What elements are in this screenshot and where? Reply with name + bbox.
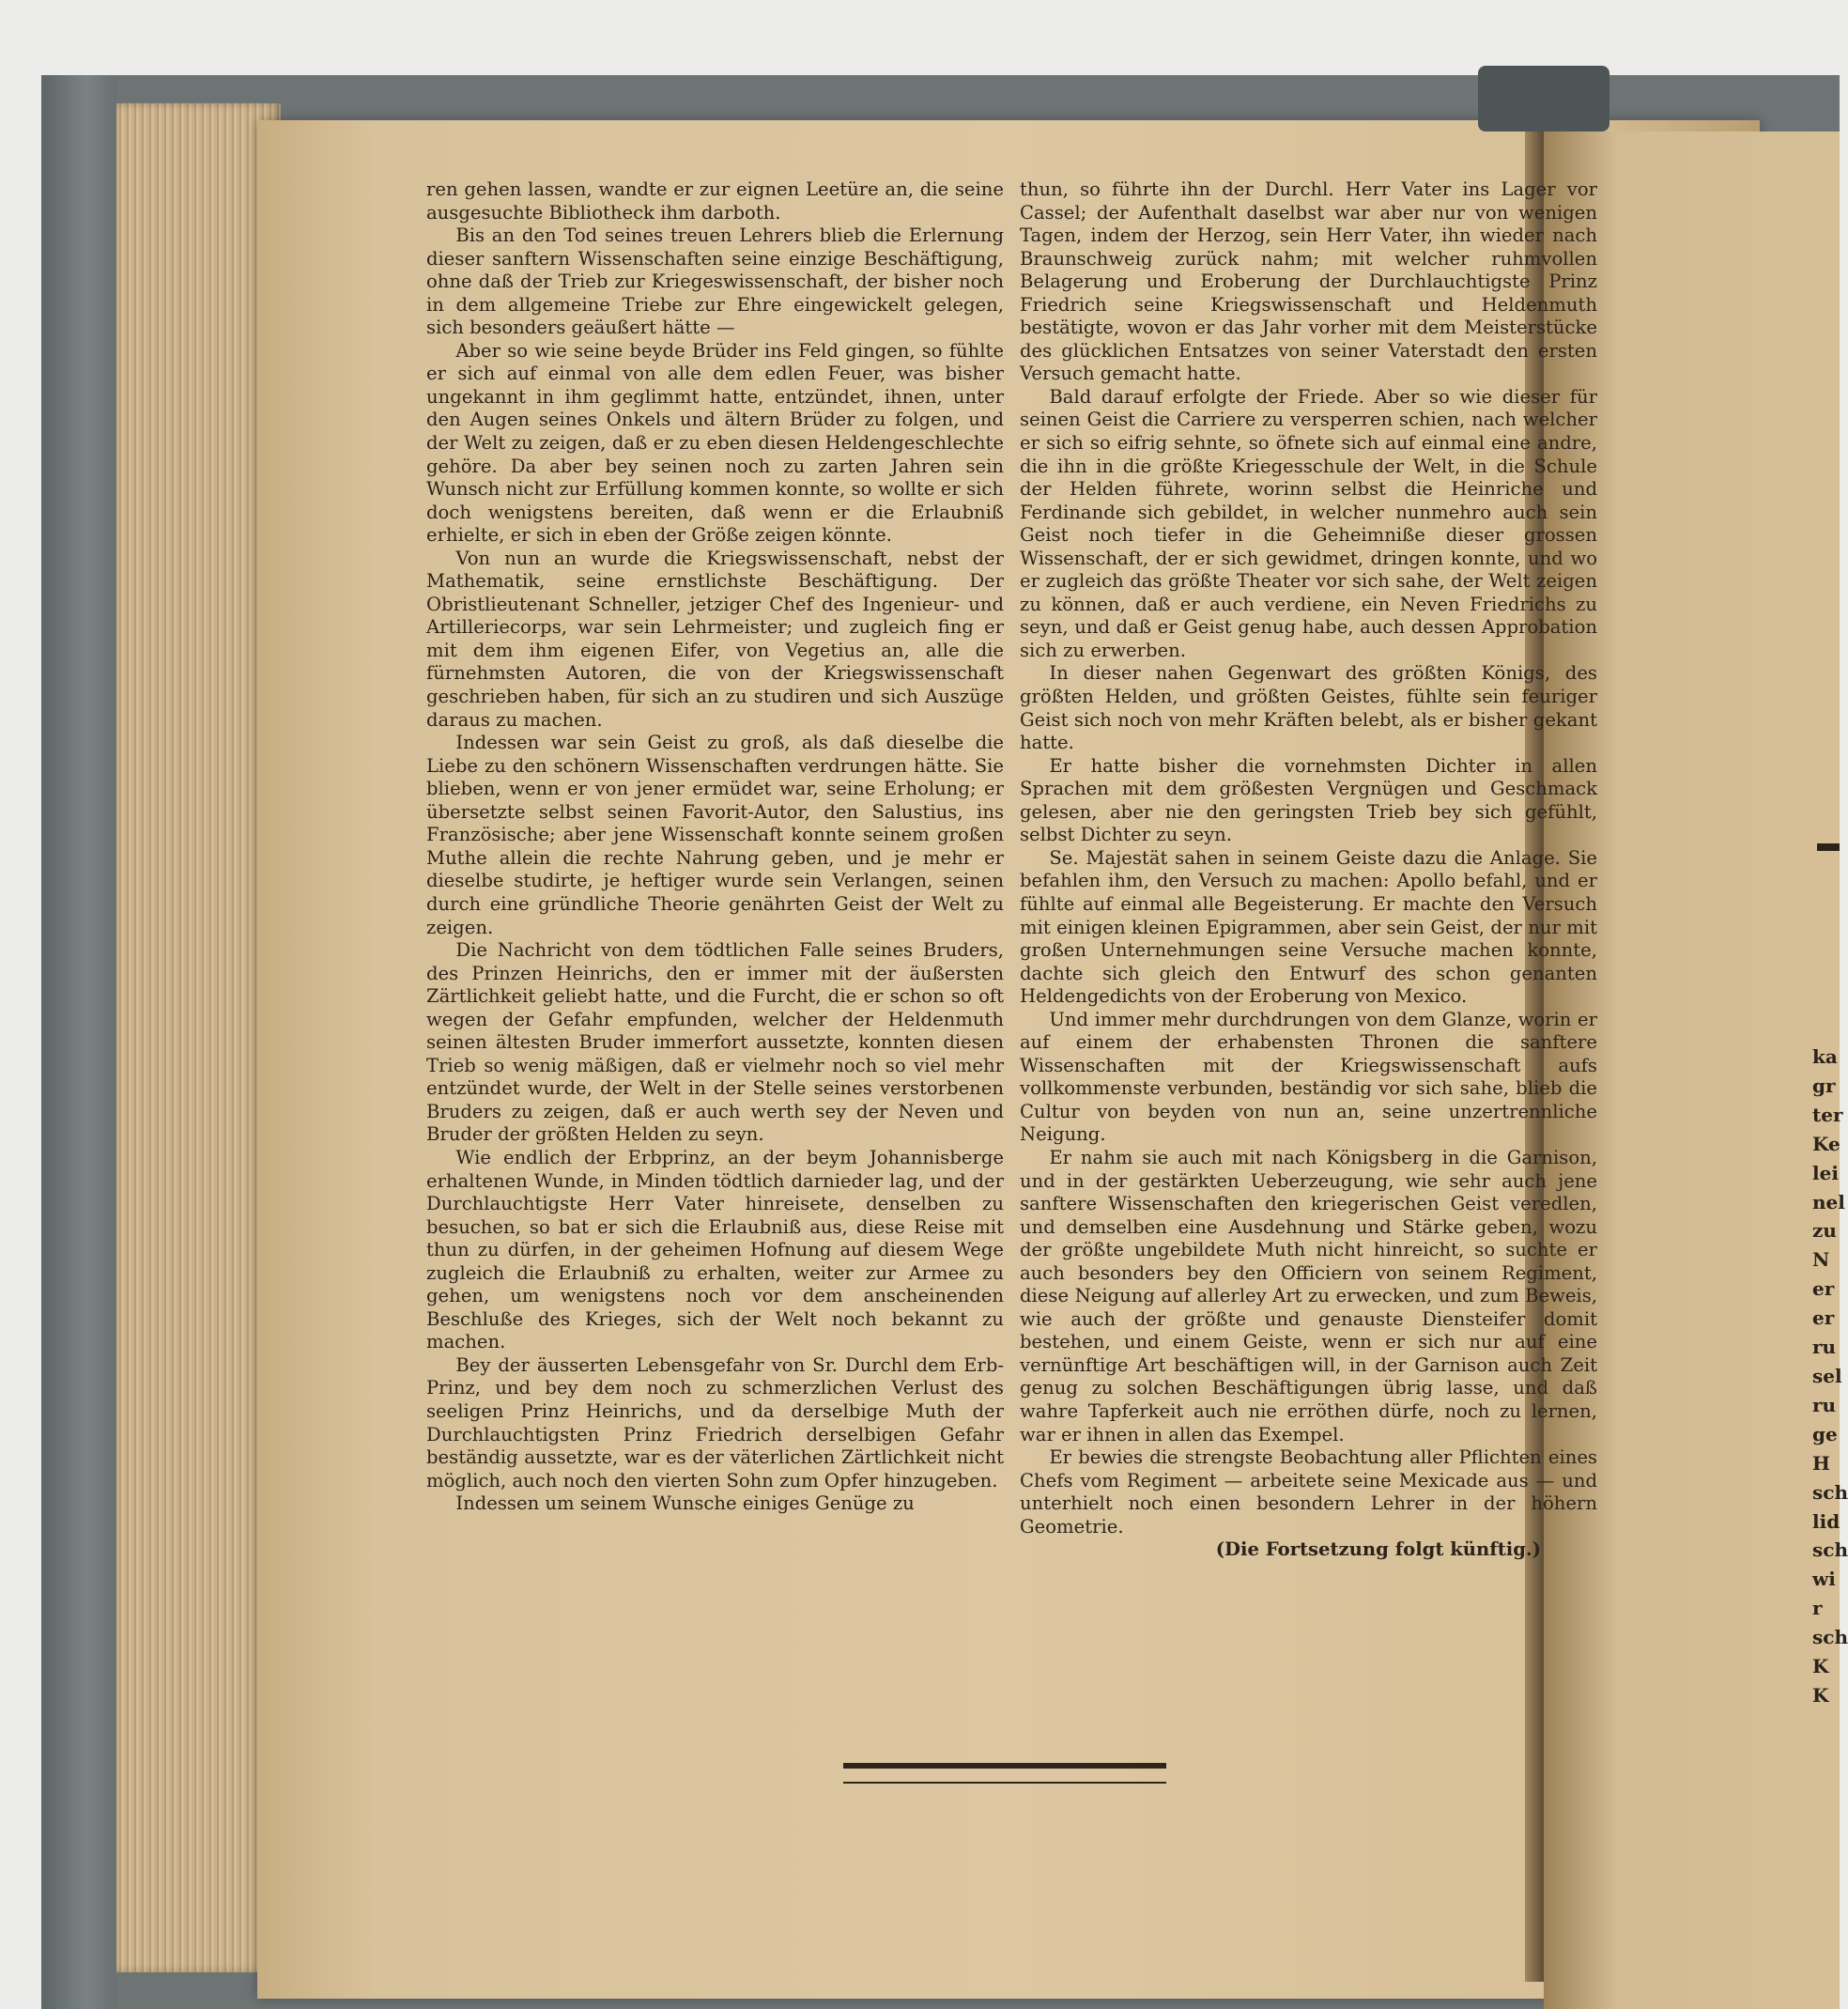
paragraph: Bey der äusserten Lebensgefahr von Sr. Durchl dem Erb-Prinz, und bey dem noch zu schmerzlichen Verlust des seeligen Prinz Heinrichs, und da derselbige Muth der Durchlauchtigsten Prinz Friedrich derselbigen Gefahr beständig aussetzte, war es der väterlichen Zärtlichkeit nicht möglich, auch noch den vierten Sohn zum Opfer hinzugeben. <box>426 1353 1004 1491</box>
facing-page-fragment: Ke <box>1812 1132 1840 1155</box>
facing-page-fragment: K <box>1812 1655 1829 1678</box>
facing-page-fragment: ter <box>1812 1103 1843 1126</box>
facing-page-fragment: r <box>1812 1597 1823 1620</box>
facing-page-fragment: ge <box>1812 1422 1838 1445</box>
facing-page-fragment: lei <box>1812 1161 1839 1184</box>
facing-page-fragment: N <box>1812 1248 1830 1272</box>
paragraph: Er nahm sie auch mit nach Königsberg in die Garnison, und in der gestärkten Ueberzeugung, wie sehr auch jene sanftere Wissenschaften den kriegerischen Geist veredlen, und demselben eine Ausdehnung und Stärke geben, wozu der größte ungebildete Muth nicht hinreicht, so suchte er auch besonders bey den Officiern von seinem Regiment, diese Neigung auf allerley Art zu erwecken, und zum Beweis, wie auch der größte und genauste Diensteifer domit bestehen, und einem Geiste, wenn er sich nur auf eine vernünftige Art beschäftigen will, in der Garnison auch Zeit genug zu solchen Beschäftigungen übrig lasse, und daß wahre Tapferkeit auch nie erröthen dürfe, noch zu lernen, war er ihnen in allen das Exempel. <box>1020 1146 1597 1445</box>
facing-page-fragment: nel <box>1812 1190 1845 1213</box>
facing-page-fragment: sch <box>1812 1538 1848 1562</box>
facing-page-fragment: K <box>1812 1683 1829 1707</box>
paragraph: Und immer mehr durchdrungen von dem Glanze, worin er auf einem der erhabensten Thronen die sanftere Wissenschaften mit der Kriegswissenschaft aufs vollkommenste verbunden, beständig vor sich sahe, blieb die Cultur von beyden von nun an, seine unzertrennliche Neigung. <box>1020 1008 1597 1146</box>
paragraph: Er hatte bisher die vornehmsten Dichter in allen Sprachen mit dem größesten Vergnügen und Geschmack gelesen, aber nie den geringsten Trieb bey sich gefühlt, selbst Dichter zu seyn. <box>1020 754 1597 846</box>
facing-page-fragment: gr <box>1812 1074 1836 1097</box>
paragraph: Indessen um seinem Wunsche einiges Genüge zu <box>455 1492 915 1515</box>
paragraph: Er bewies die strengste Beobachtung aller Pflichten eines Chefs vom Regiment — arbeitete seine Mexicade aus — und unterhielt noch einen besondern Lehrer in der höhern Geometrie. <box>1020 1446 1597 1538</box>
paragraph: thun, so führte ihn der Durchl. Herr Vater ins Lager vor Cassel; der Aufenthalt daselbst war aber nur von wenigen Tagen, indem der Herzog, sein Herr Vater, ihn wieder nach Braunschweig zurück nahm; mit welcher ruhmvollen Belagerung und Eroberung der Durchlauchtigste Prinz Friedrich seine Kriegswissenschaft und Heldenmuth bestätigte, wovon er das Jahr vorher mit dem Meisterstücke des glücklichen Entsatzes von seiner Vaterstadt den ersten Versuch gemacht hatte. <box>1020 178 1597 385</box>
paragraph: Aber so wie seine beyde Brüder ins Feld gingen, so fühlte er sich auf einmal von alle dem edlen Feuer, was bisher ungekannt in ihm geglimmt hatte, entzündet, ihnen, unter den Augen seines Onkels und ältern Brüder zu folgen, und der Welt zu zeigen, daß er zu eben diesen Heldengeschlechte gehöre. Da aber bey seinen noch zu zarten Jahren sein Wunsch nicht zur Erfüllung kommen konnte, so wollte er sich doch wenigstens bereiten, daß wenn er die Erlaubniß erhielte, er sich in eben der Größe zeigen könnte. <box>426 339 1004 547</box>
paragraph: In dieser nahen Gegenwart des größten Königs, des größten Helden, und größten Geistes, fühlte sein feuriger Geist sich noch von mehr Kräften belebt, als er bisher gekant hatte. <box>1020 662 1597 754</box>
paragraph: ren gehen lassen, wandte er zur eignen Leetüre an, die seine ausgesuchte Bibliotheck ihm darboth. <box>426 178 1004 224</box>
facing-page-fragments <box>1812 1043 1848 1710</box>
facing-page-dash <box>1817 843 1840 851</box>
facing-page-fragment: wi <box>1812 1568 1836 1591</box>
facing-page-fragment: ka <box>1812 1045 1838 1068</box>
facing-page-fragment: er <box>1812 1306 1835 1330</box>
facing-page-fragment: ru <box>1812 1393 1837 1416</box>
facing-page-fragment: er <box>1812 1277 1835 1301</box>
facing-page-fragment: lid <box>1812 1509 1840 1533</box>
paragraph: Se. Majestät sahen in seinem Geiste dazu die Anlage. Sie befahlen ihm, den Versuch zu machen: Apollo befahl, und er fühlte auf einmal alle Begeisterung. Er machte den Versuch mit einigen kleinen Epigrammen, aber sein Geist, der nur mit großen Unternehmungen seine Versuche machen konnte, dachte sich gleich den Entwurf des schon genanten Heldengedichts von der Eroberung von Mexico. <box>1020 846 1597 1008</box>
right-text-column <box>1020 178 1597 1562</box>
paragraph: Die Nachricht von dem tödtlichen Falle seines Bruders, des Prinzen Heinrichs, den er immer mit der äußersten Zärtlichkeit geliebt hatte, und die Furcht, die er schon so oft wegen der Gefahr empfunden, welcher der Heldenmuth seinen ältesten Bruder immerfort aussetzte, konnten diesen Trieb so wenig mäßigen, daß er vielmehr noch so viel mehr entzündet wurde, der Welt in der Stelle seines verstorbenen Bruders zu zeigen, daß er auch werth sey der Neven und Bruder der größten Helden zu seyn. <box>426 939 1004 1146</box>
continuation-note: (Die Fortsetzung folgt künftig.) <box>1215 1538 1541 1561</box>
spine-clasp <box>1478 66 1609 131</box>
facing-page-fragment: sel <box>1812 1364 1842 1387</box>
facing-page-fragment: sch <box>1812 1626 1848 1649</box>
facing-page-fragment: H <box>1812 1451 1830 1475</box>
paragraph: Bis an den Tod seines treuen Lehrers blieb die Erlernung dieser sanftern Wissenschaften seine einzige Beschäftigung, ohne daß der Trieb zur Kriegeswissenschaft, der bisher noch in dem allgemeine Triebe zur Ehre eingewickelt gelegen, sich besonders geäußert hätte — <box>426 224 1004 339</box>
facing-page-fragment: sch <box>1812 1480 1848 1504</box>
left-text-column <box>426 178 1004 1516</box>
book-cover-edge <box>41 75 116 2009</box>
section-rule <box>843 1763 1166 1784</box>
paragraph: Indessen war sein Geist zu groß, als daß dieselbe die Liebe zu den schönern Wissenschaften verdrungen hätte. Sie blieben, wenn er von jener ermüdet war, seine Erholung; er übersetzte selbst seinen Favorit-Autor, den Salustius, ins Französische; aber jene Wissenschaft konnte seinem großen Muthe allein die rechte Nahrung geben, und je mehr er dieselbe studirte, je heftiger wurde sein Verlangen, seinen durch eine gründliche Theorie genährten Geist der Welt zu zeigen. <box>426 732 1004 938</box>
paragraph: Bald darauf erfolgte der Friede. Aber so wie dieser für seinen Geist die Carriere zu versperren schien, nach welcher er sich so eifrig sehnte, so öfnete sich auf einmal eine andre, die ihn in die größte Kriegesschule der Welt, in die Schule der Helden führete, worinn selbst die Heinriche und Ferdinande sich gebildet, in welcher nunmehro auch sein Geist noch tiefer in die Geheimniße dieser grossen Wissenschaft, der er sich gewidmet, dringen konnte, und wo er zugleich das größte Theater vor sich sahe, der Welt zeigen zu können, daß er auch verdiene, ein Neven Friedrichs zu seyn, und daß er Geist genug habe, auch dessen Approbation sich zu erwerben. <box>1020 385 1597 661</box>
facing-page-fragment: zu <box>1812 1219 1837 1243</box>
paragraph: Wie endlich der Erbprinz, an der beym Johannisberge erhaltenen Wunde, in Minden tödtlich darnieder lag, und der Durchlauchtigste Herr Vater hinreisete, denselben zu besuchen, so bat er sich die Erlaubniß aus, diese Reise mit thun zu dürfen, in der geheimen Hofnung auf diesem Wege zugleich die Erlaubniß zu erhalten, weiter zur Armee zu gehen, um wenigstens noch vor dem anscheinenden Beschluße des Krieges, sich der Welt noch bekannt zu machen. <box>426 1146 1004 1353</box>
paragraph: Von nun an wurde die Kriegswissenschaft, nebst der Mathematik, seine ernstlichste Beschäftigung. Der Obristlieutenant Schneller, jetziger Chef des Ingenieur- und Artilleriecorps, war sein Lehrmeister; und zugleich fing er mit dem ihm eigenen Eifer, von Vegetius an, alle die fürnehmsten Autoren, die von der Kriegswissenschaft geschrieben haben, für sich an zu studiren und sich Auszüge daraus zu machen. <box>426 547 1004 731</box>
page-stack-edges <box>116 103 281 1972</box>
facing-page-fragment: ru <box>1812 1336 1837 1359</box>
